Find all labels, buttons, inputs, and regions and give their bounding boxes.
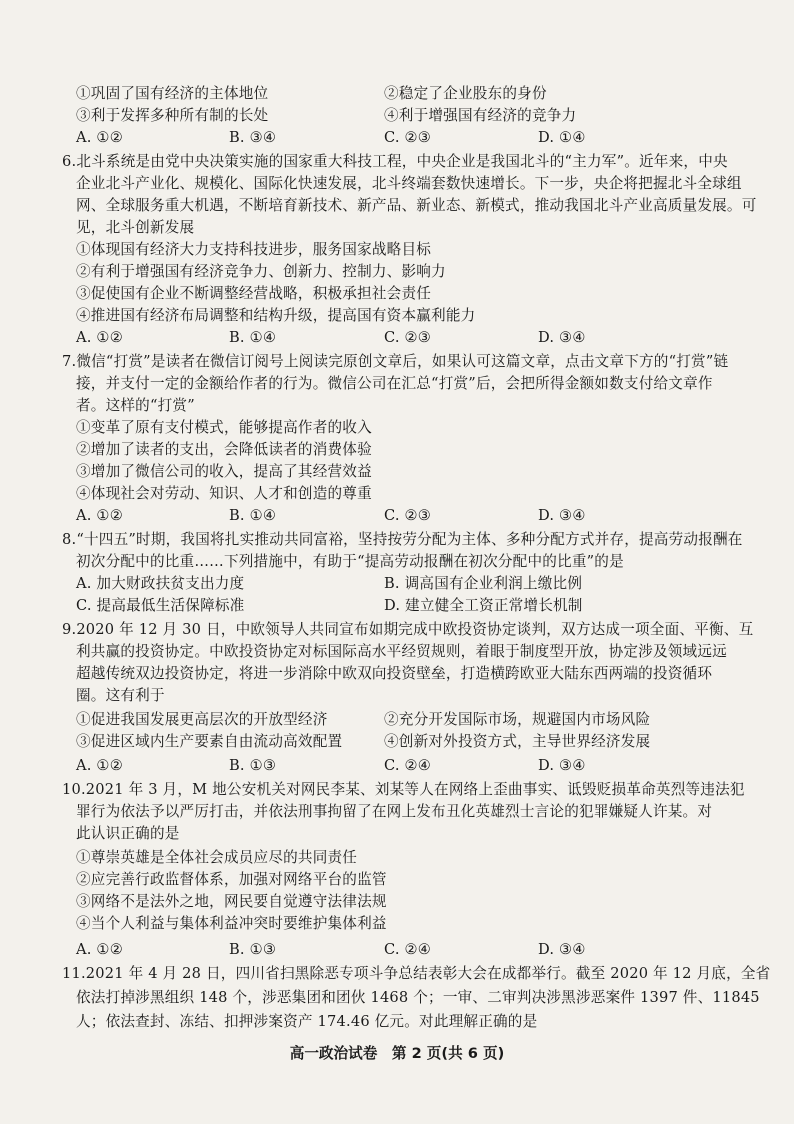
q6-option-2: ②有利于增强国有经济竞争力、创新力、控制力、影响力 — [76, 263, 446, 280]
q7-choice-d: D. ③④ — [538, 507, 586, 524]
q10-choice-a: A. ①② — [76, 941, 123, 958]
q7-stem-line-2: 接，并支付一定的金额给作者的行为。微信公司在汇总“打赏”后，会把所得金额如数支付给文章作 — [76, 375, 713, 392]
q5-choice-c: C. ②③ — [384, 129, 432, 146]
q10-option-2: ②应完善行政监督体系，加强对网络平台的监管 — [76, 871, 387, 888]
q9-choice-d: D. ③④ — [538, 757, 586, 774]
q10-choice-d: D. ③④ — [538, 941, 586, 958]
q8-choice-c: C. 提高最低生活保障标准 — [76, 597, 245, 614]
q5-choice-a: A. ①② — [76, 129, 123, 146]
q5-choice-b: B. ③④ — [229, 129, 277, 146]
q10-choice-b: B. ①③ — [229, 941, 277, 958]
q6-option-4: ④推进国有经济布局调整和结构升级，提高国有资本赢利能力 — [76, 307, 476, 324]
q9-option-1: ①促进我国发展更高层次的开放型经济 — [76, 711, 328, 728]
q6-stem-line-3: 网、全球服务重大机遇，不断培育新技术、新产品、新业态、新模式，推动我国北斗产业高质量发展。可 — [76, 197, 757, 214]
q6-choice-c: C. ②③ — [384, 329, 432, 346]
q10-stem-line-1: 10.2021 年 3 月，M 地公安机关对网民李某、刘某等人在网络上歪曲事实、诋毁贬损革命英烈等违法犯 — [62, 781, 745, 798]
q5-option-2: ②稳定了企业股东的身份 — [384, 85, 547, 102]
q8-choice-b: B. 调高国有企业利润上缴比例 — [384, 575, 583, 592]
q7-stem-line-1: 7.微信“打赏”是读者在微信订阅号上阅读完原创文章后，如果认可这篇文章，点击文章下方的“打赏”链 — [62, 353, 729, 370]
q10-stem-line-3: 此认识正确的是 — [76, 825, 180, 842]
q5-option-4: ④利于增强国有经济的竞争力 — [384, 107, 577, 124]
q6-stem-line-1: 6.北斗系统是由党中央决策实施的国家重大科技工程，中央企业是我国北斗的“主力军”。近年来，中央 — [62, 153, 728, 170]
q6-stem-line-4: 见，北斗创新发展 — [76, 219, 195, 236]
q7-option-3: ③增加了微信公司的收入，提高了其经营效益 — [76, 463, 372, 480]
q8-choice-d: D. 建立健全工资正常增长机制 — [384, 597, 583, 614]
q9-stem-line-2: 利共赢的投资协定。中欧投资协定对标国际高水平经贸规则，着眼于制度型开放，协定涉及领域远远 — [76, 643, 727, 660]
q9-option-3: ③促进区域内生产要素自由流动高效配置 — [76, 733, 343, 750]
q6-choice-b: B. ①④ — [229, 329, 277, 346]
q9-stem-line-1: 9.2020 年 12 月 30 日，中欧领导人共同宣布如期完成中欧投资协定谈判，双方达成一项全面、平衡、互 — [62, 621, 754, 638]
q7-option-4: ④体现社会对劳动、知识、人才和创造的尊重 — [76, 485, 372, 502]
q7-choice-b: B. ①④ — [229, 507, 277, 524]
q9-option-2: ②充分开发国际市场，规避国内市场风险 — [384, 711, 651, 728]
page-footer: 高一政治试卷 第 2 页(共 6 页) — [289, 1045, 505, 1062]
q8-choice-a: A. 加大财政扶贫支出力度 — [76, 575, 245, 592]
q7-stem-line-3: 者。这样的“打赏” — [76, 397, 195, 414]
q7-option-2: ②增加了读者的支出，会降低读者的消费体验 — [76, 441, 372, 458]
q8-stem-line-1: 8.“十四五”时期，我国将扎实推动共同富裕，坚持按劳分配为主体、多种分配方式并存，提高劳动报酬在 — [62, 531, 743, 548]
q6-choice-d: D. ③④ — [538, 329, 586, 346]
q8-stem-line-2: 初次分配中的比重……下列措施中，有助于“提高劳动报酬在初次分配中的比重”的是 — [76, 553, 624, 570]
q5-option-1: ①巩固了国有经济的主体地位 — [76, 85, 269, 102]
q10-option-1: ①尊崇英雄是全体社会成员应尽的共同责任 — [76, 849, 358, 866]
q7-choice-c: C. ②③ — [384, 507, 432, 524]
q9-stem-line-4: 圈。这有利于 — [76, 687, 165, 704]
q6-choice-a: A. ①② — [76, 329, 123, 346]
q9-choice-b: B. ①③ — [229, 757, 277, 774]
q9-stem-line-3: 超越传统双边投资协定，将进一步消除中欧双向投资壁垒，打造横跨欧亚大陆东西两端的投资循环 — [76, 665, 713, 682]
q11-stem-line-1: 11.2021 年 4 月 28 日，四川省扫黑除恶专项斗争总结表彰大会在成都举行。截至 2020 年 12 月底，全省 — [62, 965, 771, 982]
q11-stem-line-2: 依法打掉涉黑组织 148 个，涉恶集团和团伙 1468 个；一审、二审判决涉黑涉恶案件 1397 件、11845 — [76, 989, 760, 1006]
q6-option-3: ③促使国有企业不断调整经营战略，积极承担社会责任 — [76, 285, 432, 302]
q10-option-4: ④当个人利益与集体利益冲突时要维护集体利益 — [76, 915, 387, 932]
q6-option-1: ①体现国有经济大力支持科技进步，服务国家战略目标 — [76, 241, 432, 258]
q5-option-3: ③利于发挥多种所有制的长处 — [76, 107, 269, 124]
q6-stem-line-2: 企业北斗产业化、规模化、国际化快速发展，北斗终端套数快速增长。下一步，央企将把握北斗全球组 — [76, 175, 742, 192]
q11-stem-line-3: 人；依法查封、冻结、扣押涉案资产 174.46 亿元。对此理解正确的是 — [76, 1013, 538, 1030]
q9-choice-c: C. ②④ — [384, 757, 432, 774]
q5-choice-d: D. ①④ — [538, 129, 586, 146]
q7-option-1: ①变革了原有支付模式，能够提高作者的收入 — [76, 419, 372, 436]
q9-choice-a: A. ①② — [76, 757, 123, 774]
q10-option-3: ③网络不是法外之地，网民要自觉遵守法律法规 — [76, 893, 387, 910]
q9-option-4: ④创新对外投资方式，主导世界经济发展 — [384, 733, 651, 750]
q10-choice-c: C. ②④ — [384, 941, 432, 958]
q7-choice-a: A. ①② — [76, 507, 123, 524]
q10-stem-line-2: 罪行为依法予以严厉打击，并依法刑事拘留了在网上发布丑化英雄烈士言论的犯罪嫌疑人许某。对 — [76, 803, 713, 820]
